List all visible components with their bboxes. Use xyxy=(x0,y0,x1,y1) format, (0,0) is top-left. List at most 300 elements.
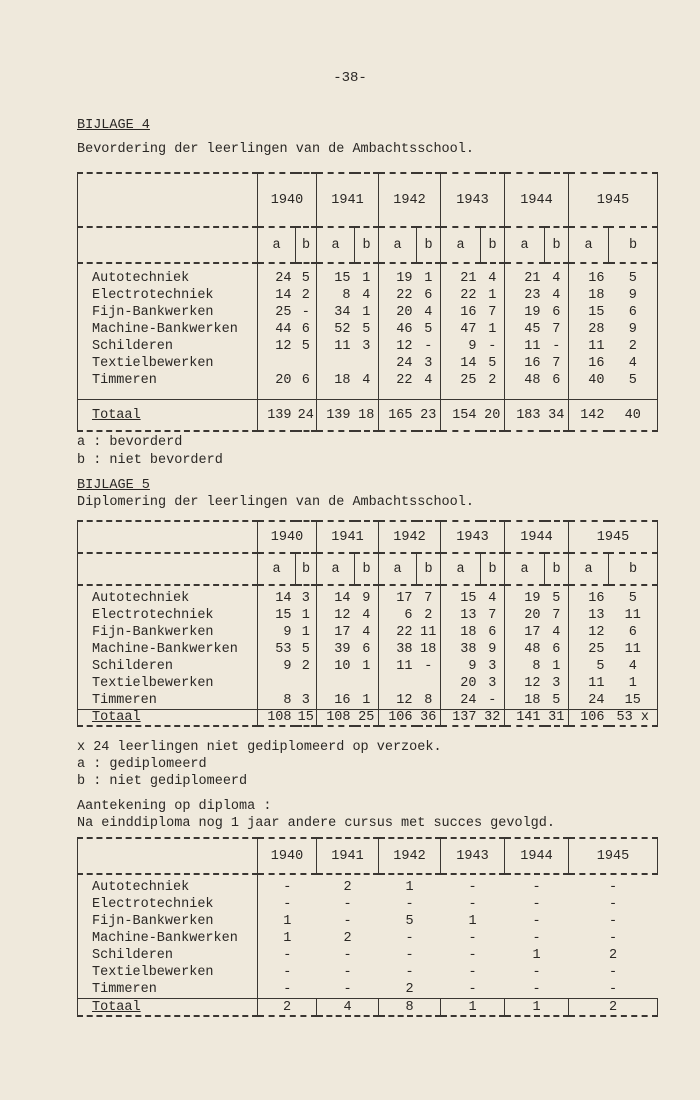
value-a: 46 xyxy=(396,322,413,337)
value-a xyxy=(379,675,417,692)
year-header: 1942 xyxy=(379,173,441,227)
total-row xyxy=(78,710,658,727)
subheader-row xyxy=(78,553,658,585)
spacer-cell xyxy=(317,263,355,270)
spacer-cell xyxy=(258,263,296,270)
value-a: 24 xyxy=(396,356,413,371)
row-label: Autotechniek xyxy=(78,879,258,896)
total-value-a: 106 xyxy=(379,710,417,727)
value: 1 xyxy=(532,948,541,963)
bijlage-5-heading: BIJLAGE 5 xyxy=(77,478,150,493)
total-value-b: 15 xyxy=(296,710,317,727)
value-a: 40 xyxy=(588,373,605,388)
value-a: 20 xyxy=(460,676,477,691)
table-row xyxy=(78,981,658,999)
value-b: 6 xyxy=(545,641,569,658)
value-b: 2 xyxy=(609,338,658,355)
value-a: 14 xyxy=(460,356,477,371)
value-a: 13 xyxy=(588,608,605,623)
value-a: 25 xyxy=(588,642,605,657)
subheader-blank xyxy=(78,553,258,585)
value-b: 1 xyxy=(355,270,379,287)
value-b: 4 xyxy=(355,287,379,304)
value-a: 5 xyxy=(596,659,605,674)
row-label: Timmeren xyxy=(78,692,258,709)
value-b: 5 xyxy=(609,270,658,287)
value-a: 11 xyxy=(334,339,351,354)
total-value-b: 24 xyxy=(296,400,317,432)
table-row xyxy=(78,287,658,304)
row-label: Fijn-Bankwerken xyxy=(78,913,258,930)
spacer-cell xyxy=(505,389,545,400)
value: - xyxy=(468,965,477,980)
value-b xyxy=(355,675,379,692)
value-b: 1 xyxy=(296,607,317,624)
total-value-a: 137 xyxy=(441,710,481,727)
value-b: 5 xyxy=(417,321,441,338)
row-label: Fijn-Bankwerken xyxy=(78,304,258,321)
value: - xyxy=(532,897,541,912)
value: - xyxy=(532,931,541,946)
value: - xyxy=(468,948,477,963)
value-b: 3 xyxy=(296,590,317,607)
total-label: Totaal xyxy=(78,710,258,727)
table-row xyxy=(78,964,658,981)
value: - xyxy=(283,897,292,912)
year-header: 1941 xyxy=(317,521,379,553)
value-a: 52 xyxy=(334,322,351,337)
subheader-b: b xyxy=(417,227,441,263)
value-b: 3 xyxy=(481,658,505,675)
year-header: 1941 xyxy=(317,173,379,227)
value-b: 5 xyxy=(296,641,317,658)
value-b: 4 xyxy=(609,355,658,372)
total-value-a: 108 xyxy=(317,710,355,727)
value-a: 9 xyxy=(468,339,477,354)
table-row xyxy=(78,607,658,624)
table-row xyxy=(78,624,658,641)
spacer-cell xyxy=(355,263,379,270)
value-a: 17 xyxy=(334,625,351,640)
value-a: 20 xyxy=(396,305,413,320)
total-value-a: 106 xyxy=(569,710,609,727)
year-header: 1942 xyxy=(379,521,441,553)
value-a: 19 xyxy=(524,305,541,320)
row-label: Autotechniek xyxy=(78,590,258,607)
value-a: 11 xyxy=(588,339,605,354)
value-a: 45 xyxy=(524,322,541,337)
value-b: - xyxy=(545,338,569,355)
value-a: 6 xyxy=(404,608,413,623)
subheader-a: a xyxy=(258,227,296,263)
total-value-b: 34 xyxy=(545,400,569,432)
value-a: 11 xyxy=(588,676,605,691)
value-b: 4 xyxy=(355,624,379,641)
value: - xyxy=(343,914,352,929)
spacer-cell xyxy=(609,389,658,400)
value-b: 5 xyxy=(296,338,317,355)
spacer-cell xyxy=(481,263,505,270)
total-value-b: 20 xyxy=(481,400,505,432)
value: - xyxy=(608,982,618,997)
value-b: - xyxy=(296,304,317,321)
row-label: Machine-Bankwerken xyxy=(78,930,258,947)
subheader-b: b xyxy=(481,227,505,263)
row-label: Electrotechniek xyxy=(78,896,258,913)
value-b: 9 xyxy=(355,590,379,607)
subheader-b: b xyxy=(545,227,569,263)
value-a: 28 xyxy=(588,322,605,337)
value-a: 16 xyxy=(588,271,605,286)
subheader-b: b xyxy=(355,227,379,263)
value-a: 24 xyxy=(275,271,292,286)
value-a: 24 xyxy=(460,693,477,708)
total-value: 8 xyxy=(379,999,441,1017)
value-b: 4 xyxy=(481,270,505,287)
spacer-cell xyxy=(545,389,569,400)
total-value-a: 139 xyxy=(258,400,296,432)
bijlage-4-legend-b: b : niet bevorderd xyxy=(77,453,223,468)
spacer-cell xyxy=(417,389,441,400)
spacer-cell xyxy=(609,263,658,270)
value-b: - xyxy=(481,338,505,355)
subheader-row xyxy=(78,227,658,263)
spacer-cell xyxy=(379,389,417,400)
value: - xyxy=(343,897,352,912)
spacer-cell xyxy=(417,263,441,270)
value-b: 1 xyxy=(481,287,505,304)
subheader-a: a xyxy=(317,227,355,263)
value-b: 6 xyxy=(296,321,317,338)
year-header: 1940 xyxy=(258,838,317,874)
total-value-b: 23 xyxy=(417,400,441,432)
year-header: 1940 xyxy=(258,173,317,227)
value: - xyxy=(608,931,618,946)
value-b xyxy=(296,355,317,372)
value-a: 25 xyxy=(460,373,477,388)
year-header: 1943 xyxy=(441,838,505,874)
value: - xyxy=(532,982,541,997)
value-a: 9 xyxy=(468,659,477,674)
value-b: 5 xyxy=(296,270,317,287)
value-b: 1 xyxy=(355,658,379,675)
value-a: 34 xyxy=(334,305,351,320)
bijlage-4-title: Bevordering der leerlingen van de Ambachtsschool. xyxy=(77,142,474,157)
year-header: 1945 xyxy=(569,173,658,227)
value-b: 1 xyxy=(481,321,505,338)
year-header: 1943 xyxy=(441,521,505,553)
total-value: 2 xyxy=(258,999,317,1017)
value-a: 15 xyxy=(334,271,351,286)
value: 2 xyxy=(608,948,618,963)
table-row xyxy=(78,930,658,947)
total-row xyxy=(78,999,658,1017)
value-a: 8 xyxy=(283,693,292,708)
year-header: 1942 xyxy=(379,838,441,874)
value-b: 4 xyxy=(609,658,658,675)
value-a: 19 xyxy=(524,591,541,606)
table-row xyxy=(78,913,658,930)
value-a: 21 xyxy=(460,271,477,286)
row-label: Electrotechniek xyxy=(78,607,258,624)
value-a: 16 xyxy=(334,693,351,708)
subheader-b: b xyxy=(481,553,505,585)
value-b: 6 xyxy=(355,641,379,658)
spacer-cell xyxy=(379,263,417,270)
value-a: 14 xyxy=(334,591,351,606)
year-header: 1944 xyxy=(505,173,569,227)
year-header: 1941 xyxy=(317,838,379,874)
value-a: 16 xyxy=(588,356,605,371)
row-label: Timmeren xyxy=(78,981,258,999)
value-b: 6 xyxy=(481,624,505,641)
value: 1 xyxy=(405,880,414,895)
table-row xyxy=(78,270,658,287)
value-a: 22 xyxy=(396,373,413,388)
value: 2 xyxy=(343,931,352,946)
value-b: 4 xyxy=(355,607,379,624)
value: - xyxy=(468,880,477,895)
value: - xyxy=(405,965,414,980)
value-a: 22 xyxy=(396,625,413,640)
table-row xyxy=(78,590,658,607)
header-blank xyxy=(78,838,258,874)
subheader-b: b xyxy=(609,227,658,263)
value-a: 18 xyxy=(524,693,541,708)
value: - xyxy=(405,931,414,946)
value-b: 6 xyxy=(296,372,317,389)
total-row xyxy=(78,400,658,432)
subheader-a: a xyxy=(569,227,609,263)
value: - xyxy=(532,880,541,895)
row-label: Timmeren xyxy=(78,372,258,389)
subheader-b: b xyxy=(417,553,441,585)
value-a: 15 xyxy=(275,608,292,623)
row-label: Autotechniek xyxy=(78,270,258,287)
value: 1 xyxy=(283,931,292,946)
value-a: 17 xyxy=(524,625,541,640)
bijlage-4-heading: BIJLAGE 4 xyxy=(77,118,150,133)
value: 1 xyxy=(468,914,477,929)
value: - xyxy=(405,897,414,912)
value-b: 11 xyxy=(609,641,658,658)
value-b: 4 xyxy=(417,304,441,321)
value-b: 6 xyxy=(609,624,658,641)
value-b: 7 xyxy=(545,607,569,624)
value: - xyxy=(343,982,352,997)
value-b: 3 xyxy=(481,675,505,692)
bijlage-4-table-body xyxy=(78,173,658,431)
subheader-a: a xyxy=(258,553,296,585)
year-header: 1944 xyxy=(505,838,569,874)
aantekening-table xyxy=(77,837,658,1017)
row-label: Electrotechniek xyxy=(78,287,258,304)
total-value-a: 142 xyxy=(569,400,609,432)
aantekening-line-2: Na einddiploma nog 1 jaar andere cursus met succes gevolgd. xyxy=(77,816,555,831)
header-row xyxy=(78,838,658,874)
value-a xyxy=(317,675,355,692)
subheader-a: a xyxy=(379,553,417,585)
spacer-cell xyxy=(569,263,609,270)
value: - xyxy=(468,897,477,912)
subheader-blank xyxy=(78,227,258,263)
bijlage-5-table-body xyxy=(78,521,658,726)
value-a: 17 xyxy=(396,591,413,606)
value: 2 xyxy=(405,982,414,997)
year-header: 1943 xyxy=(441,173,505,227)
value-a: 20 xyxy=(275,373,292,388)
year-header: 1945 xyxy=(569,521,658,553)
value-a: 8 xyxy=(342,288,351,303)
subheader-a: a xyxy=(317,553,355,585)
total-value: 2 xyxy=(569,999,658,1017)
value-a: 48 xyxy=(524,642,541,657)
value-b: 1 xyxy=(609,675,658,692)
spacer-cell xyxy=(569,389,609,400)
value-b: 9 xyxy=(481,641,505,658)
table-row xyxy=(78,355,658,372)
value-a: 39 xyxy=(334,642,351,657)
value-b: 4 xyxy=(481,590,505,607)
total-value-b: 36 xyxy=(417,710,441,727)
total-value-b: 40 xyxy=(609,400,658,432)
total-value-b: 32 xyxy=(481,710,505,727)
value-a: 10 xyxy=(334,659,351,674)
value: 2 xyxy=(343,880,352,895)
spacer-cell xyxy=(441,389,481,400)
value-b: 4 xyxy=(545,624,569,641)
value-b: 18 xyxy=(417,641,441,658)
value-a: 23 xyxy=(524,288,541,303)
spacer-cell xyxy=(78,389,258,400)
value-b: 1 xyxy=(545,658,569,675)
value-a: 18 xyxy=(460,625,477,640)
value-b: 2 xyxy=(481,372,505,389)
table-row xyxy=(78,879,658,896)
value-b: 9 xyxy=(609,321,658,338)
row-label: Fijn-Bankwerken xyxy=(78,624,258,641)
value-a xyxy=(317,355,355,372)
value-b: 4 xyxy=(355,372,379,389)
aantekening-table-body xyxy=(78,838,658,1016)
header-row xyxy=(78,173,658,227)
value-a: 15 xyxy=(460,591,477,606)
spacer-cell xyxy=(355,389,379,400)
value-a: 9 xyxy=(283,659,292,674)
value-b: 5 xyxy=(609,372,658,389)
value-b: 3 xyxy=(417,355,441,372)
table-row xyxy=(78,304,658,321)
value-a: 21 xyxy=(524,271,541,286)
value-b: 1 xyxy=(355,304,379,321)
value-b: - xyxy=(481,692,505,709)
total-label: Totaal xyxy=(78,999,258,1017)
value-b: 1 xyxy=(296,624,317,641)
value-a: 12 xyxy=(334,608,351,623)
value: - xyxy=(532,914,541,929)
value-b xyxy=(355,355,379,372)
value-a: 15 xyxy=(588,305,605,320)
value-b xyxy=(296,675,317,692)
value: - xyxy=(468,931,477,946)
total-value-b: 53 x xyxy=(609,710,658,727)
value-a: 19 xyxy=(396,271,413,286)
year-header: 1945 xyxy=(569,838,658,874)
value-a xyxy=(258,355,296,372)
value-a: 12 xyxy=(588,625,605,640)
value-b: 6 xyxy=(545,372,569,389)
value-b: 5 xyxy=(609,590,658,607)
value-b: 2 xyxy=(296,287,317,304)
table-row xyxy=(78,321,658,338)
subheader-b: b xyxy=(296,553,317,585)
value: - xyxy=(532,965,541,980)
value-a: 12 xyxy=(396,693,413,708)
value: - xyxy=(283,982,292,997)
table-row xyxy=(78,947,658,964)
row-label: Machine-Bankwerken xyxy=(78,321,258,338)
spacer-cell xyxy=(441,263,481,270)
subheader-a: a xyxy=(569,553,609,585)
total-value-a: 154 xyxy=(441,400,481,432)
value-a: 16 xyxy=(460,305,477,320)
row-label: Textielbewerken xyxy=(78,964,258,981)
spacer-cell xyxy=(317,389,355,400)
bijlage-4-table xyxy=(77,172,658,432)
value-a: 25 xyxy=(275,305,292,320)
value-b: 5 xyxy=(355,321,379,338)
spacer-cell xyxy=(505,263,545,270)
row-label: Textielbewerken xyxy=(78,355,258,372)
value: - xyxy=(608,880,618,895)
value: - xyxy=(343,948,352,963)
value-b xyxy=(417,675,441,692)
spacer-row xyxy=(78,263,658,270)
value-b: 1 xyxy=(355,692,379,709)
value-b: 3 xyxy=(296,692,317,709)
header-blank xyxy=(78,173,258,227)
value-a: 38 xyxy=(396,642,413,657)
value-b: 9 xyxy=(609,287,658,304)
subheader-b: b xyxy=(355,553,379,585)
value: - xyxy=(405,948,414,963)
total-value-a: 141 xyxy=(505,710,545,727)
value-b: 7 xyxy=(545,355,569,372)
value-a: 11 xyxy=(524,339,541,354)
value-a: 53 xyxy=(275,642,292,657)
table-row xyxy=(78,641,658,658)
value: 5 xyxy=(405,914,414,929)
value-b: 5 xyxy=(545,590,569,607)
value-a: 12 xyxy=(524,676,541,691)
value-a: 18 xyxy=(334,373,351,388)
value: - xyxy=(283,948,292,963)
value-b: 6 xyxy=(545,304,569,321)
value-a: 16 xyxy=(588,591,605,606)
bijlage-5-legend-b: b : niet gediplomeerd xyxy=(77,774,248,789)
value-a: 24 xyxy=(588,693,605,708)
value-b: 3 xyxy=(545,675,569,692)
value-b: 7 xyxy=(417,590,441,607)
value-a: 47 xyxy=(460,322,477,337)
bijlage-4-legend-a: a : bevorderd xyxy=(77,435,183,450)
value: - xyxy=(283,880,292,895)
subheader-a: a xyxy=(505,553,545,585)
year-header: 1944 xyxy=(505,521,569,553)
table-row xyxy=(78,338,658,355)
subheader-a: a xyxy=(441,553,481,585)
value-a: 8 xyxy=(532,659,541,674)
